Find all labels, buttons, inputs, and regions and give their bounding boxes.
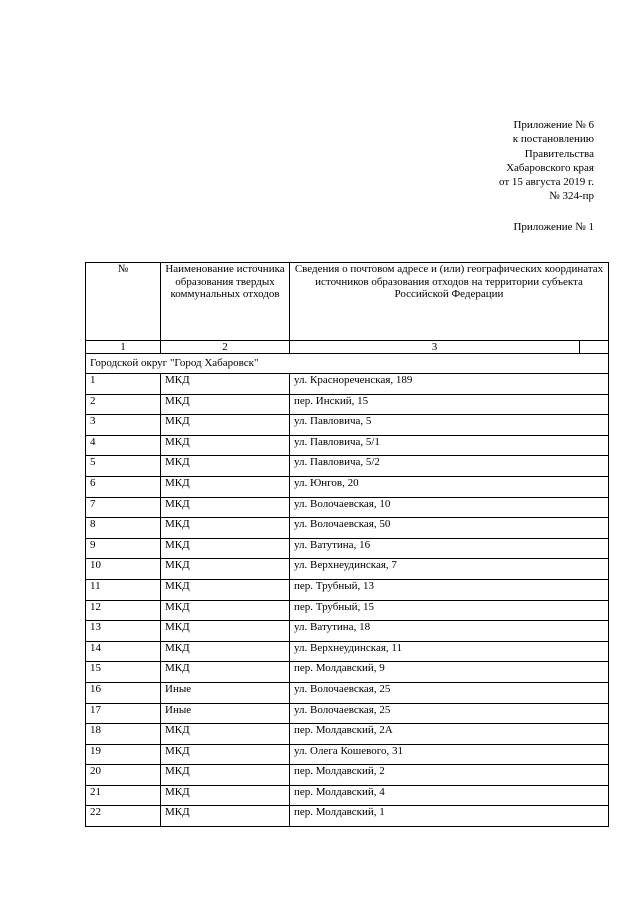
cell-source-type: МКД bbox=[161, 476, 290, 497]
cell-number: 17 bbox=[86, 703, 161, 724]
group-row bbox=[86, 354, 609, 374]
table-row bbox=[86, 621, 609, 642]
cell-source-type: МКД bbox=[161, 435, 290, 456]
cell-source-type: МКД bbox=[161, 374, 290, 395]
cell-source-type: Иные bbox=[161, 703, 290, 724]
cell-address: пер. Молдавский, 1 bbox=[290, 806, 609, 827]
cell-number: 22 bbox=[86, 806, 161, 827]
cell-number: 11 bbox=[86, 579, 161, 600]
cell-address: ул. Волочаевская, 10 bbox=[290, 497, 609, 518]
cell-number: 20 bbox=[86, 765, 161, 786]
column-header-address: Сведения о почтовом адресе и (или) географических координатах источников образования отходов на территории субъекта Российской Федерации bbox=[290, 263, 609, 341]
cell-address: ул. Ватутина, 16 bbox=[290, 538, 609, 559]
table-row bbox=[86, 394, 609, 415]
cell-address: пер. Трубный, 15 bbox=[290, 600, 609, 621]
cell-number: 19 bbox=[86, 744, 161, 765]
table-row bbox=[86, 641, 609, 662]
cell-number: 13 bbox=[86, 621, 161, 642]
cell-address: пер. Инский, 15 bbox=[290, 394, 609, 415]
column-number-blank bbox=[580, 341, 609, 354]
table-row bbox=[86, 744, 609, 765]
cell-address: ул. Верхнеудинская, 7 bbox=[290, 559, 609, 580]
cell-number: 16 bbox=[86, 682, 161, 703]
cell-address: ул. Волочаевская, 50 bbox=[290, 518, 609, 539]
column-header-number: № bbox=[86, 263, 161, 341]
cell-address: ул. Олега Кошевого, 31 bbox=[290, 744, 609, 765]
cell-address: ул. Павловича, 5/1 bbox=[290, 435, 609, 456]
column-number-2: 2 bbox=[161, 341, 290, 354]
header-line-region: Хабаровского края bbox=[506, 161, 594, 174]
cell-number: 12 bbox=[86, 600, 161, 621]
column-numbers-row bbox=[86, 341, 609, 354]
table-header-row bbox=[86, 263, 609, 341]
header-line-number: № 324-пр bbox=[549, 190, 594, 203]
cell-source-type: МКД bbox=[161, 415, 290, 436]
cell-address: ул. Юнгов, 20 bbox=[290, 476, 609, 497]
cell-number: 15 bbox=[86, 662, 161, 683]
cell-source-type: МКД bbox=[161, 538, 290, 559]
table-row bbox=[86, 518, 609, 539]
cell-address: ул. Ватутина, 18 bbox=[290, 621, 609, 642]
cell-source-type: МКД bbox=[161, 765, 290, 786]
annex-title: Приложение № 1 bbox=[513, 221, 594, 233]
cell-source-type: Иные bbox=[161, 682, 290, 703]
cell-source-type: МКД bbox=[161, 600, 290, 621]
cell-address: пер. Молдавский, 2А bbox=[290, 724, 609, 745]
cell-number: 8 bbox=[86, 518, 161, 539]
cell-address: ул. Павловича, 5 bbox=[290, 415, 609, 436]
cell-source-type: МКД bbox=[161, 744, 290, 765]
cell-number: 9 bbox=[86, 538, 161, 559]
table-row bbox=[86, 559, 609, 580]
column-number-3: 3 bbox=[290, 341, 580, 354]
cell-address: пер. Трубный, 13 bbox=[290, 579, 609, 600]
cell-source-type: МКД bbox=[161, 559, 290, 580]
table-row bbox=[86, 682, 609, 703]
cell-number: 14 bbox=[86, 641, 161, 662]
table-row bbox=[86, 600, 609, 621]
cell-number: 21 bbox=[86, 785, 161, 806]
cell-address: пер. Молдавский, 2 bbox=[290, 765, 609, 786]
cell-source-type: МКД bbox=[161, 785, 290, 806]
cell-address: пер. Молдавский, 9 bbox=[290, 662, 609, 683]
table-row bbox=[86, 765, 609, 786]
column-number-1: 1 bbox=[86, 341, 161, 354]
cell-source-type: МКД bbox=[161, 518, 290, 539]
cell-number: 4 bbox=[86, 435, 161, 456]
cell-number: 7 bbox=[86, 497, 161, 518]
cell-source-type: МКД bbox=[161, 641, 290, 662]
cell-number: 10 bbox=[86, 559, 161, 580]
table-row bbox=[86, 476, 609, 497]
cell-number: 2 bbox=[86, 394, 161, 415]
cell-number: 1 bbox=[86, 374, 161, 395]
cell-number: 5 bbox=[86, 456, 161, 477]
cell-source-type: МКД bbox=[161, 662, 290, 683]
table-row bbox=[86, 538, 609, 559]
sources-table bbox=[85, 262, 609, 827]
cell-number: 6 bbox=[86, 476, 161, 497]
cell-source-type: МКД bbox=[161, 456, 290, 477]
header-line-annex: Приложение № 6 bbox=[513, 119, 594, 131]
cell-number: 3 bbox=[86, 415, 161, 436]
cell-source-type: МКД bbox=[161, 497, 290, 518]
column-header-source: Наименование источника образования твердых коммунальных отходов bbox=[161, 263, 290, 341]
cell-address: ул. Верхнеудинская, 11 bbox=[290, 641, 609, 662]
cell-source-type: МКД bbox=[161, 621, 290, 642]
cell-address: ул. Павловича, 5/2 bbox=[290, 456, 609, 477]
header-line-resolution: к постановлению bbox=[512, 133, 594, 146]
table-row bbox=[86, 456, 609, 477]
cell-source-type: МКД bbox=[161, 806, 290, 827]
cell-source-type: МКД bbox=[161, 579, 290, 600]
table-row bbox=[86, 662, 609, 683]
cell-address: ул. Волочаевская, 25 bbox=[290, 703, 609, 724]
table-row bbox=[86, 703, 609, 724]
table-row bbox=[86, 724, 609, 745]
table-row bbox=[86, 785, 609, 806]
table-row bbox=[86, 435, 609, 456]
document-header bbox=[499, 118, 594, 204]
header-line-date: от 15 августа 2019 г. bbox=[499, 176, 594, 189]
cell-source-type: МКД bbox=[161, 394, 290, 415]
cell-address: пер. Молдавский, 4 bbox=[290, 785, 609, 806]
cell-address: ул. Волочаевская, 25 bbox=[290, 682, 609, 703]
table-row bbox=[86, 497, 609, 518]
cell-source-type: МКД bbox=[161, 724, 290, 745]
table-row bbox=[86, 415, 609, 436]
group-title: Городской округ "Город Хабаровск" bbox=[86, 354, 609, 374]
cell-address: ул. Краснореченская, 189 bbox=[290, 374, 609, 395]
cell-number: 18 bbox=[86, 724, 161, 745]
table-row bbox=[86, 374, 609, 395]
table-row bbox=[86, 579, 609, 600]
table-row bbox=[86, 806, 609, 827]
header-line-government: Правительства bbox=[524, 147, 594, 160]
